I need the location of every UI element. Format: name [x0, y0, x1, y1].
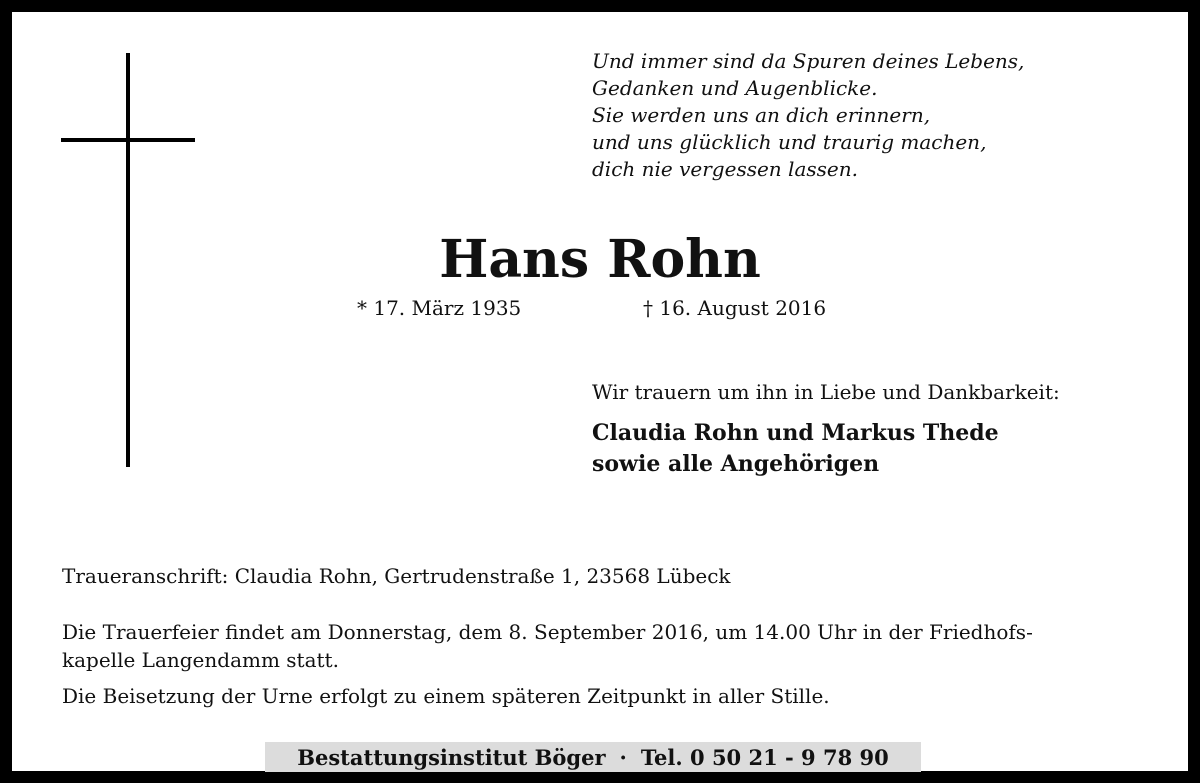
urn-burial-info: Die Beisetzung der Urne erfolgt zu einem späteren Zeitpunkt in aller Stille.: [62, 684, 830, 708]
mourning-statement: Wir trauern um ihn in Liebe und Dankbarkeit:: [592, 380, 1060, 404]
funeral-home-phone: Tel. 0 50 21 - 9 78 90: [640, 744, 889, 770]
memorial-verse: [592, 48, 1152, 183]
verse-line: dich nie vergessen lassen.: [592, 157, 858, 181]
funeral-ceremony-info: [62, 618, 1033, 674]
birth-date: * 17. März 1935: [357, 296, 522, 320]
cross-horizontal-beam: [61, 138, 195, 142]
obituary-card: [12, 12, 1188, 771]
family-line: sowie alle Angehörigen: [592, 451, 880, 477]
verse-line: Sie werden uns an dich erinnern,: [592, 103, 931, 127]
ceremony-line: kapelle Langendamm statt.: [62, 648, 339, 672]
funeral-home-name: Bestattungsinstitut Böger: [297, 744, 606, 770]
family-line: Claudia Rohn und Markus Thede: [592, 420, 999, 446]
footer-separator: ·: [619, 744, 627, 770]
funeral-home-footer: [265, 742, 921, 772]
ceremony-line: Die Trauerfeier findet am Donnerstag, dem 8. September 2016, um 14.00 Uhr in der Friedhofs-: [62, 620, 1033, 644]
family-names: [592, 418, 999, 480]
verse-line: Gedanken und Augenblicke.: [592, 76, 878, 100]
verse-line: Und immer sind da Spuren deines Lebens,: [592, 49, 1025, 73]
mourning-address: Traueranschrift: Claudia Rohn, Gertrudenstraße 1, 23568 Lübeck: [62, 564, 731, 588]
verse-line: und uns glücklich und traurig machen,: [592, 130, 987, 154]
deceased-name: Hans Rohn: [439, 229, 761, 290]
death-date: † 16. August 2016: [643, 296, 827, 320]
